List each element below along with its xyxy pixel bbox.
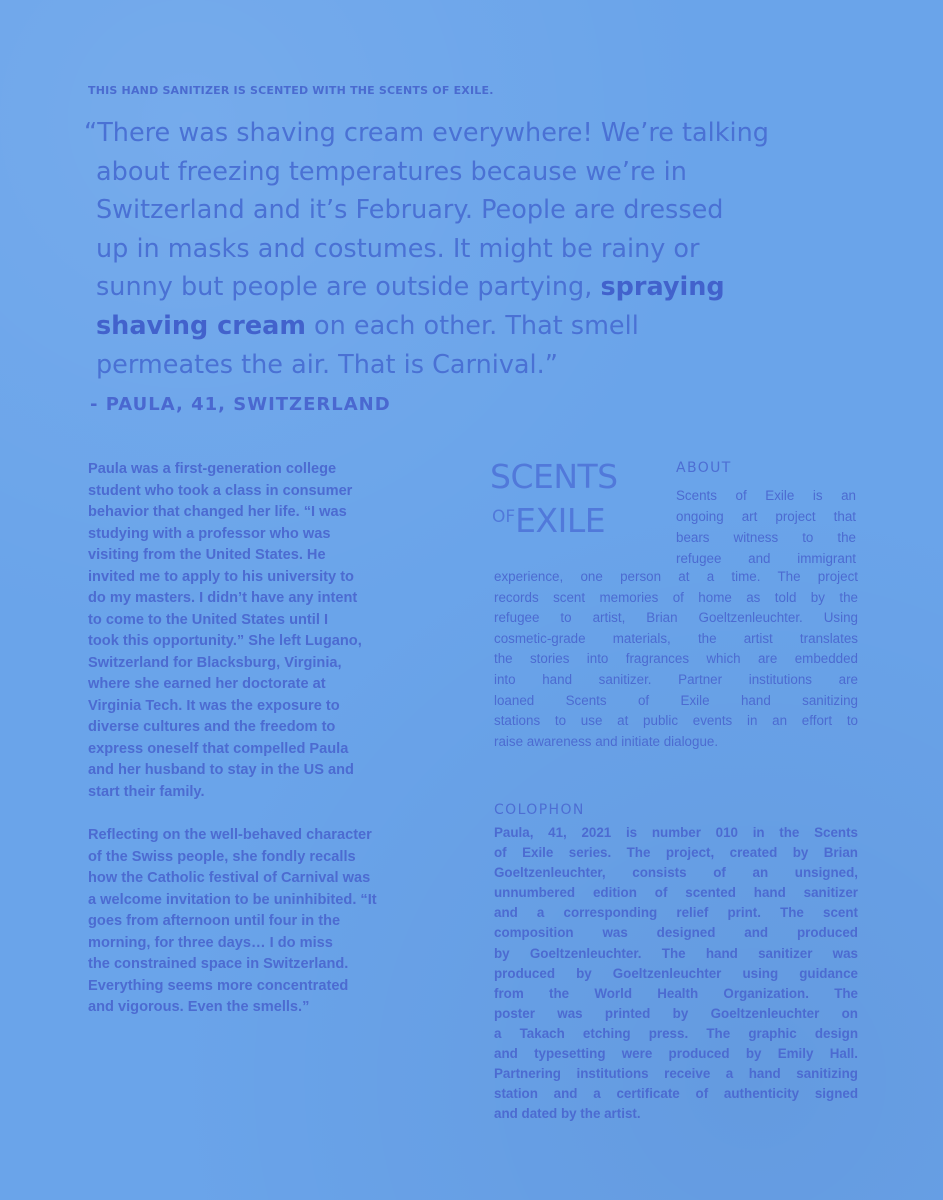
colophon-line: Partnering institutions receive a hand sanitizing: [494, 1066, 858, 1082]
colophon-line: from the World Health Organization. The: [494, 985, 858, 1001]
quote-emphasis: shaving cream: [96, 310, 306, 341]
about-line: records scent memories of home as told by the: [494, 589, 858, 605]
about-line: refugee to artist, Brian Goeltzenleuchter. Using: [494, 610, 858, 626]
quote-line: “There was shaving cream everywhere! We’re talking: [84, 118, 769, 148]
about-heading: ABOUT: [676, 460, 732, 476]
quote-line: Switzerland and it’s February. People are dressed: [96, 195, 724, 226]
scents-of-exile-logo: [490, 457, 618, 544]
story-line: took this opportunity.” She left Lugano,: [88, 633, 362, 649]
colophon-line: Paula, 41, 2021 is number 010 in the Scents: [494, 825, 858, 840]
story-line: studying with a professor who was: [88, 525, 331, 542]
about-line: the stories into fragrances which are embedded: [494, 651, 858, 667]
story-paragraph-1: [88, 459, 448, 803]
about-line: ongoing art project that: [676, 509, 856, 524]
colophon-line: unnumbered edition of scented hand sanitizer: [494, 885, 858, 901]
story-line: behavior that changed her life. “I was: [88, 504, 347, 520]
story-line: where she earned her doctorate at: [88, 676, 326, 692]
pull-quote: [84, 114, 864, 384]
story-line: invited me to apply to his university to: [88, 568, 354, 585]
about-line: into hand sanitizer. Partner institutions are: [494, 671, 858, 687]
story-line: start their family.: [88, 783, 205, 800]
story-line: of the Swiss people, she fondly recalls: [88, 848, 356, 865]
colophon-line: produced by Goeltzenleuchter using guidance: [494, 965, 858, 981]
story-line: a welcome invitation to be uninhibited. “It: [88, 891, 377, 908]
story-line: student who took a class in consumer: [88, 482, 353, 499]
story-line: Reflecting on the well-behaved character: [88, 827, 372, 843]
colophon-heading: COLOPHON: [494, 802, 585, 818]
logo-line-exile: [490, 500, 618, 544]
about-line: loaned Scents of Exile hand sanitizing: [494, 692, 858, 708]
about-text-narrow: [676, 485, 856, 569]
about-line: refugee and immigrant: [676, 551, 856, 566]
colophon-line: by Goeltzenleuchter. The hand sanitizer was: [494, 945, 858, 961]
quote-line: [84, 268, 864, 307]
paragraph-gap: [88, 803, 448, 825]
story-line: Virginia Tech. It was the exposure to: [88, 697, 340, 714]
story-line: and her husband to stay in the US and: [88, 762, 354, 778]
story-line: to come to the United States until I: [88, 611, 328, 628]
quote-line: permeates the air. That is Carnival.”: [96, 349, 558, 380]
quote-line: about freezing temperatures because we’re in: [96, 156, 687, 187]
logo-line-scents: SCENTS: [490, 457, 618, 496]
quote-segment: sunny but people are outside partying,: [96, 272, 601, 303]
logo-of: OF: [492, 507, 516, 527]
about-line: cosmetic-grade materials, the artist translates: [494, 630, 858, 646]
kicker-text: THIS HAND SANITIZER IS SCENTED WITH THE SCENTS OF EXILE.: [88, 84, 494, 97]
about-text-wide: [494, 567, 858, 752]
story-line: goes from afternoon until four in the: [88, 913, 341, 929]
quote-segment: on each other. That smell: [305, 310, 639, 341]
story-paragraph-2: [88, 825, 448, 1019]
story-line: diverse cultures and the freedom to: [88, 719, 336, 735]
quote-line: up in masks and costumes. It might be rainy or: [96, 233, 700, 264]
story-line: express oneself that compelled Paula: [88, 740, 349, 757]
story-line: the constrained space in Switzerland.: [88, 956, 349, 972]
colophon-line: a Takach etching press. The graphic design: [494, 1025, 858, 1041]
colophon-line: composition was designed and produced: [494, 925, 858, 941]
colophon-line: Goeltzenleuchter, consists of an unsigned,: [494, 865, 858, 881]
colophon-text: [494, 799, 858, 1124]
story-line: Everything seems more concentrated: [88, 977, 349, 994]
story-line: Switzerland for Blacksburg, Virginia,: [88, 654, 342, 671]
colophon-line: poster was printed by Goeltzenleuchter on: [494, 1005, 858, 1021]
about-line: experience, one person at a time. The project: [494, 569, 858, 584]
about-line: stations to use at public events in an effort to: [494, 713, 858, 729]
story-line: Paula was a first-generation college: [88, 461, 337, 477]
story-line: how the Catholic festival of Carnival was: [88, 870, 371, 886]
about-line: raise awareness and initiate dialogue.: [494, 733, 719, 749]
quote-attribution: - PAULA, 41, SWITZERLAND: [90, 394, 391, 415]
about-line: bears witness to the: [676, 530, 856, 545]
quote-emphasis: spraying: [600, 272, 725, 303]
logo-exile: EXILE: [515, 501, 606, 540]
story-line: and vigorous. Even the smells.”: [88, 999, 310, 1015]
story-column: [88, 459, 448, 1019]
story-line: visiting from the United States. He: [88, 547, 326, 563]
about-line: Scents of Exile is an: [676, 488, 856, 503]
colophon-line: and dated by the artist.: [494, 1106, 641, 1122]
story-line: do my masters. I didn’t have any intent: [88, 590, 358, 606]
colophon-line: of Exile series. The project, created by Brian: [494, 845, 858, 861]
quote-line: [84, 307, 864, 346]
colophon-line: station and a certificate of authenticity signed: [494, 1086, 858, 1102]
colophon-line: and a corresponding relief print. The scent: [494, 905, 858, 921]
colophon-line: and typesetting were produced by Emily Hall.: [494, 1046, 858, 1062]
story-line: morning, for three days… I do miss: [88, 934, 333, 951]
